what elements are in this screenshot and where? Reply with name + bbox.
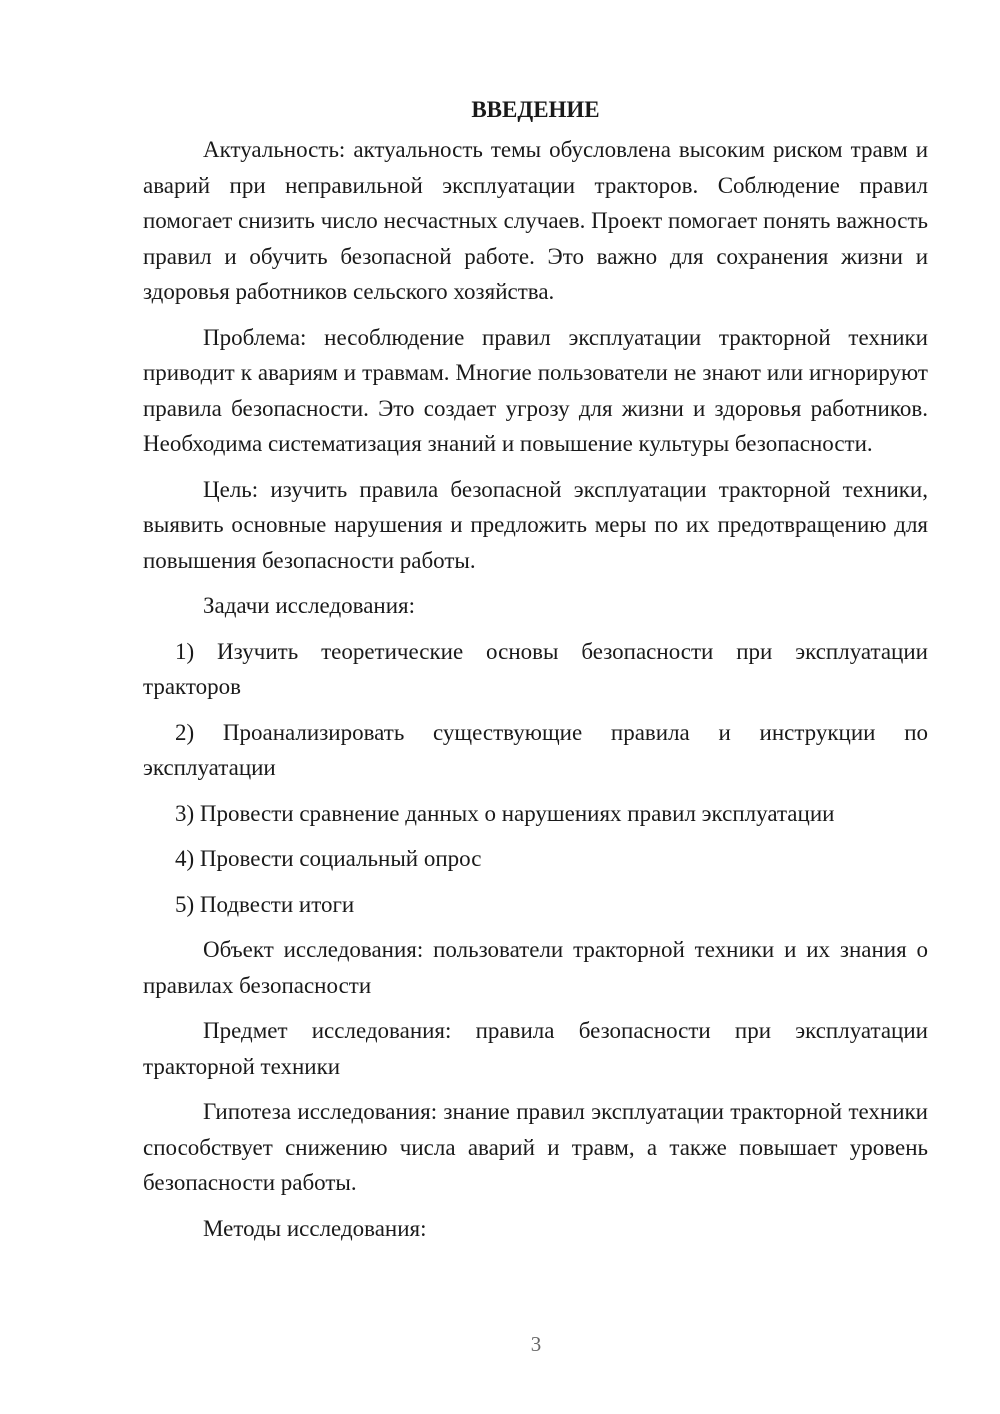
paragraph-hypothesis: Гипотеза исследования: знание правил эксплуатации тракторной техники способствует снижению числа аварий и травм, а также повышает уровень безопасности работы. bbox=[143, 1099, 928, 1195]
list-item: 3) Провести сравнение данных о нарушениях правил эксплуатации bbox=[175, 800, 835, 826]
document-page bbox=[143, 92, 928, 1256]
list-item: 2) Проанализировать существующие правила и инструкции по эксплуатации bbox=[143, 719, 928, 780]
paragraph-goal: Цель: изучить правила безопасной эксплуатации тракторной техники, выявить основные нарушения и предложить меры по их предотвращению для повышения безопасности работы. bbox=[143, 476, 928, 573]
section-title: ВВЕДЕНИЕ bbox=[471, 97, 600, 122]
list-item: 1) Изучить теоретические основы безопасности при эксплуатации тракторов bbox=[143, 638, 928, 699]
page-number: 3 bbox=[530, 1332, 542, 1356]
list-item: 4) Провести социальный опрос bbox=[175, 846, 482, 871]
paragraph-methods: Методы исследования: bbox=[203, 1215, 427, 1241]
tasks-list bbox=[143, 634, 928, 923]
paragraph-problem: Проблема: несоблюдение правил эксплуатации тракторной техники приводит к авариям и травмам. Многие пользователи не знают или игнорируют правила безопасности. Это создает угрозу для жизни и здоровья работников. Необходима систематизация знаний и повышение культуры безопасности. bbox=[143, 324, 928, 456]
paragraph-object: Объект исследования: пользователи тракторной техники и их знания о правилах безопасности bbox=[143, 937, 928, 998]
paragraph-subject: Предмет исследования: правила безопасности при эксплуатации тракторной техники bbox=[143, 1018, 928, 1079]
paragraph-relevance: Актуальность: актуальность темы обусловлена высоким риском травм и аварий при неправильной эксплуатации тракторов. Соблюдение правил помогает снизить число несчастных случаев. Проект помогает понять важность правил и обучить безопасной работе. Это важно для сохранения жизни и здоровья работников сельского хозяйства. bbox=[143, 137, 928, 304]
list-item: 5) Подвести итоги bbox=[175, 891, 355, 917]
paragraph-tasks-heading: Задачи исследования: bbox=[203, 593, 416, 618]
